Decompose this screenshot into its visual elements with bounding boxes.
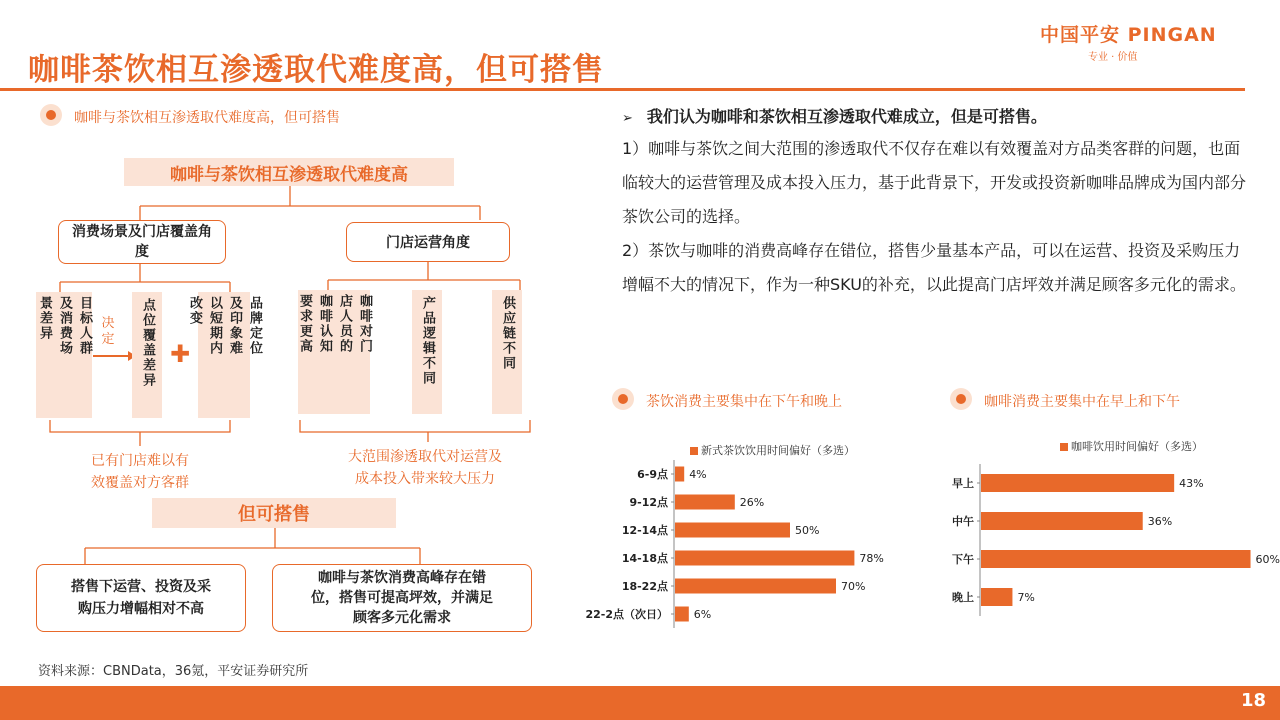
category-tick-label: 18-22点	[621, 580, 668, 593]
diagram-bottom-box-2	[272, 564, 532, 632]
bar	[981, 474, 1174, 492]
box-line: 购压力增幅相对不高	[78, 601, 204, 617]
vtext-col: 产品逻辑不同	[420, 296, 435, 386]
data-label: 78%	[859, 552, 884, 565]
plus-icon: ✚	[170, 340, 191, 368]
vtext-col: 及消费场	[57, 296, 72, 356]
category-tick-label: 14-18点	[621, 552, 668, 565]
diagram-box-product-logic	[412, 290, 442, 414]
note-line: 成本投入带来较大压力	[355, 471, 495, 487]
note-line: 已有门店难以有	[91, 453, 189, 469]
vtext-col: 改变	[187, 296, 202, 326]
chart1-section-label: 茶饮消费主要集中在下午和晚上	[646, 394, 842, 410]
bar	[675, 467, 684, 482]
bullet-heading	[622, 104, 1047, 127]
data-label: 70%	[841, 580, 866, 593]
diagram-mid-box: 但可搭售	[152, 498, 396, 528]
category-tick-label: 下午	[952, 553, 974, 566]
category-tick-label: 22-2点（次日）	[585, 608, 668, 621]
data-label: 26%	[739, 496, 765, 509]
note-pressure	[335, 446, 515, 490]
diagram-box-brand	[187, 292, 262, 418]
note-coverage	[80, 450, 200, 494]
diagram-box-staff	[298, 290, 370, 414]
diagram-branch-operations: 门店运营角度	[346, 222, 510, 262]
vtext-col: 咖啡对门	[357, 294, 372, 354]
chart2-title: 咖啡饮用时间偏好（多选）	[1071, 440, 1203, 453]
bar	[675, 579, 836, 594]
chart1-svg	[580, 458, 930, 634]
arrow-bullet-icon: ➢	[622, 111, 633, 126]
bar	[675, 551, 854, 566]
data-label: 4%	[689, 468, 707, 481]
chart2-section-label: 咖啡消费主要集中在早上和下午	[984, 394, 1180, 410]
bar	[675, 523, 790, 538]
logo-sub: 专业 · 价值	[1088, 52, 1138, 63]
diagram-box-target-group	[36, 292, 92, 418]
vtext-col: 点位覆盖差异	[140, 298, 155, 388]
data-label: 50%	[795, 524, 820, 537]
chart1-bullet-icon	[612, 388, 634, 410]
data-label: 6%	[693, 608, 712, 621]
bar	[981, 512, 1143, 530]
vtext-col: 目标人群	[77, 296, 92, 356]
data-label: 7%	[1017, 591, 1035, 604]
footer-bar	[0, 686, 1280, 720]
vtext-col: 咖啡认知	[317, 294, 332, 354]
category-tick-label: 晚上	[952, 591, 974, 604]
diagram-branch-scene: 消费场景及门店覆盖角度	[58, 220, 226, 264]
category-tick-label: 9-12点	[629, 496, 668, 509]
vtext-col: 及印象难	[227, 296, 242, 356]
box-line: 搭售下运营、投资及采	[71, 579, 211, 595]
note-line: 效覆盖对方客群	[91, 475, 189, 491]
chart2-svg	[940, 462, 1280, 622]
bar	[981, 588, 1012, 606]
vtext-col: 店人员的	[337, 294, 352, 354]
decide-label: 决定	[101, 316, 115, 347]
brand-logo	[1040, 20, 1252, 64]
category-tick-label: 12-14点	[621, 524, 668, 537]
diagram-bottom-box-1	[36, 564, 246, 632]
diagram-box-supply-chain	[492, 290, 522, 414]
chart2-legend	[1060, 438, 1203, 454]
paragraph-1: 1）咖啡与茶饮之间大范围的渗透取代不仅存在难以有效覆盖对方品类客群的问题，也面临较大的运营管理及成本投入压力，基于此背景下，开发或投资新咖啡品牌成为国内部分茶饮公司的选择。	[622, 139, 1247, 226]
category-tick-label: 6-9点	[637, 468, 668, 481]
diagram-box-coverage	[132, 292, 162, 418]
legend-swatch	[690, 447, 698, 455]
vtext-col: 供应链不同	[500, 296, 515, 371]
box-line: 咖啡与茶饮消费高峰存在错	[318, 570, 486, 586]
data-label: 36%	[1147, 515, 1173, 528]
vtext-col: 品牌定位	[247, 296, 262, 356]
page-number: 18	[1240, 690, 1266, 711]
box-line: 顾客多元化需求	[353, 610, 451, 626]
chart1-legend	[690, 442, 855, 458]
vtext-col: 景差异	[37, 296, 52, 341]
data-label: 60%	[1255, 553, 1280, 566]
bar	[675, 607, 689, 622]
category-tick-label: 早上	[952, 477, 974, 490]
bar	[981, 550, 1251, 568]
logo-main: 中国平安 PINGAN	[1040, 24, 1217, 46]
box-line: 位，搭售可提高坪效，并满足	[311, 590, 493, 606]
note-line: 大范围渗透取代对运营及	[348, 449, 502, 465]
chart1-title: 新式茶饮饮用时间偏好（多选）	[701, 444, 855, 457]
chart2-bullet-icon	[950, 388, 972, 410]
bullet-text: 我们认为咖啡和茶饮相互渗透取代难成立，但是可搭售。	[646, 107, 1047, 126]
page-title: 咖啡茶饮相互渗透取代难度高，但可搭售	[28, 52, 604, 88]
paragraph-2: 2）茶饮与咖啡的消费高峰存在错位，搭售少量基本产品，可以在运营、投资及采购压力增幅不大的情况下，作为一种SKU的补充，以此提高门店坪效并满足顾客多元化的需求。	[622, 241, 1246, 294]
data-label: 43%	[1179, 477, 1204, 490]
legend-swatch	[1060, 443, 1068, 451]
source-note: 资料来源：CBNData，36氪，平安证券研究所	[38, 664, 309, 679]
bar	[675, 495, 735, 510]
diagram-top-box: 咖啡与茶饮相互渗透取代难度高	[124, 158, 454, 186]
vtext-col: 以短期内	[207, 296, 222, 356]
vtext-col: 要求更高	[297, 294, 312, 354]
category-tick-label: 中午	[952, 515, 974, 528]
left-section-label: 咖啡与茶饮相互渗透取代难度高，但可搭售	[74, 110, 340, 126]
